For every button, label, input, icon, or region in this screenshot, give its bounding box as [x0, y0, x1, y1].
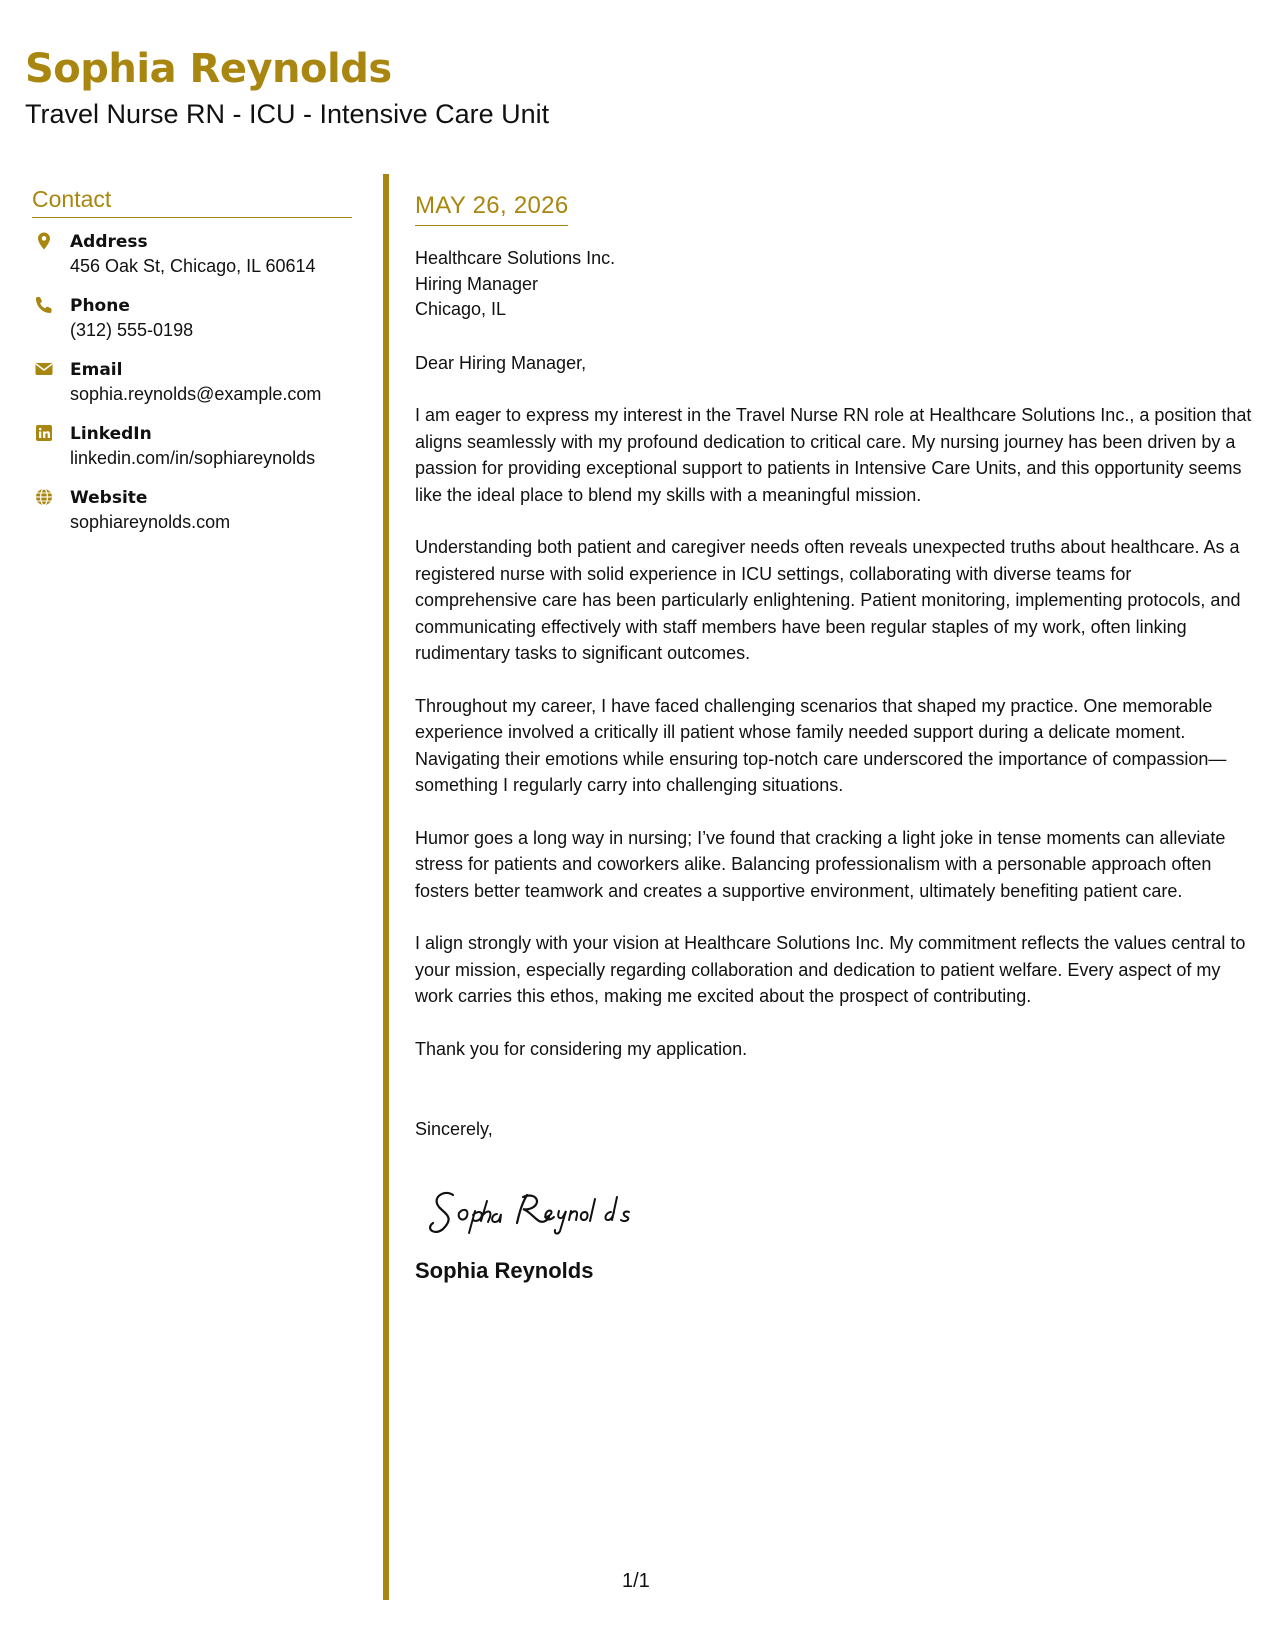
letter-body: [415, 192, 1255, 1284]
map-pin-icon: [34, 231, 54, 251]
contact-item-linkedin: [32, 422, 352, 471]
contact-label-email: Email: [70, 360, 123, 380]
closing: Sincerely,: [415, 1119, 493, 1139]
signer-name: Sophia Reynolds: [415, 1257, 594, 1283]
contact-value-website: sophiareynolds.com: [70, 512, 231, 532]
contact-value-email: sophia.reynolds@example.com: [70, 384, 322, 404]
contact-label-phone: Phone: [70, 296, 130, 316]
envelope-icon: [34, 359, 54, 379]
letter-date: MAY 26, 2026: [415, 192, 568, 226]
paragraph-3: Throughout my career, I have faced challenging scenarios that shaped my practice. One memorable experience involved a critically ill patient whose family needed support during a delicate moment. Navigating their emotions while ensuring top-notch care underscored the importance of compassion—something I regularly carry into challenging situations.: [415, 695, 1227, 795]
paragraph-2: Understanding both patient and caregiver needs often reveals unexpected truths about healthcare. As a registered nurse with solid experience in ICU settings, collaborating with diverse teams for comprehensive care has been particularly enlightening. Patient monitoring, implementing protocols, and communicating effectively with staff members have been regular staples of my work, often linking rudimentary tasks to significant outcomes.: [415, 537, 1241, 663]
salutation: Dear Hiring Manager,: [415, 352, 587, 373]
contact-label-address: Address: [70, 232, 148, 252]
paragraph-6: Thank you for considering my application.: [415, 1038, 748, 1059]
contact-item-website: [32, 486, 352, 535]
contact-value-phone: (312) 555-0198: [70, 320, 194, 340]
contact-label-website: Website: [70, 488, 148, 508]
phone-icon: [34, 295, 54, 315]
applicant-name: Sophia Reynolds: [25, 46, 392, 92]
recipient-block: [415, 246, 1255, 323]
contact-item-address: [32, 230, 352, 279]
paragraph-4: Humor goes a long way in nursing; I’ve found that cracking a light joke in tense moments can alleviate stress for patients and coworkers alike. Balancing professionalism with a personable approach often fosters better teamwork and creates a supportive environment, ultimately benefiting patient care.: [415, 827, 1226, 901]
contact-value-address: 456 Oak St, Chicago, IL 60614: [70, 256, 316, 276]
handwritten-signature: [423, 1179, 683, 1239]
globe-icon: [34, 487, 54, 507]
page-number: 1/1: [622, 1570, 650, 1592]
paragraph-1: I am eager to express my interest in the Travel Nurse RN role at Healthcare Solutions Inc., a position that aligns seamlessly with my profound dedication to critical care. My nursing journey has been driven by a passion for providing exceptional support to patients in Intensive Care Units, and this opportunity seems like the ideal place to blend my skills with a meaningful mission.: [415, 405, 1252, 505]
contact-label-linkedin: LinkedIn: [70, 424, 152, 444]
linkedin-icon: [34, 423, 54, 443]
contact-value-linkedin: linkedin.com/in/sophiareynolds: [70, 448, 316, 468]
recipient-company: Healthcare Solutions Inc.: [415, 248, 616, 268]
recipient-role: Hiring Manager: [415, 273, 539, 294]
recipient-location: Chicago, IL: [415, 299, 507, 319]
column-divider: [383, 174, 389, 1600]
contact-item-phone: [32, 294, 352, 343]
paragraph-5: I align strongly with your vision at Healthcare Solutions Inc. My commitment reflects the values central to your mission, especially regarding collaboration and dedication to patient welfare. Every aspect of my work carries this ethos, making me excited about the prospect of contributing.: [415, 933, 1246, 1006]
job-title: Travel Nurse RN - ICU - Intensive Care Unit: [25, 99, 550, 129]
contact-heading: Contact: [32, 186, 352, 218]
contact-item-email: [32, 358, 352, 407]
contact-sidebar: [32, 186, 352, 550]
